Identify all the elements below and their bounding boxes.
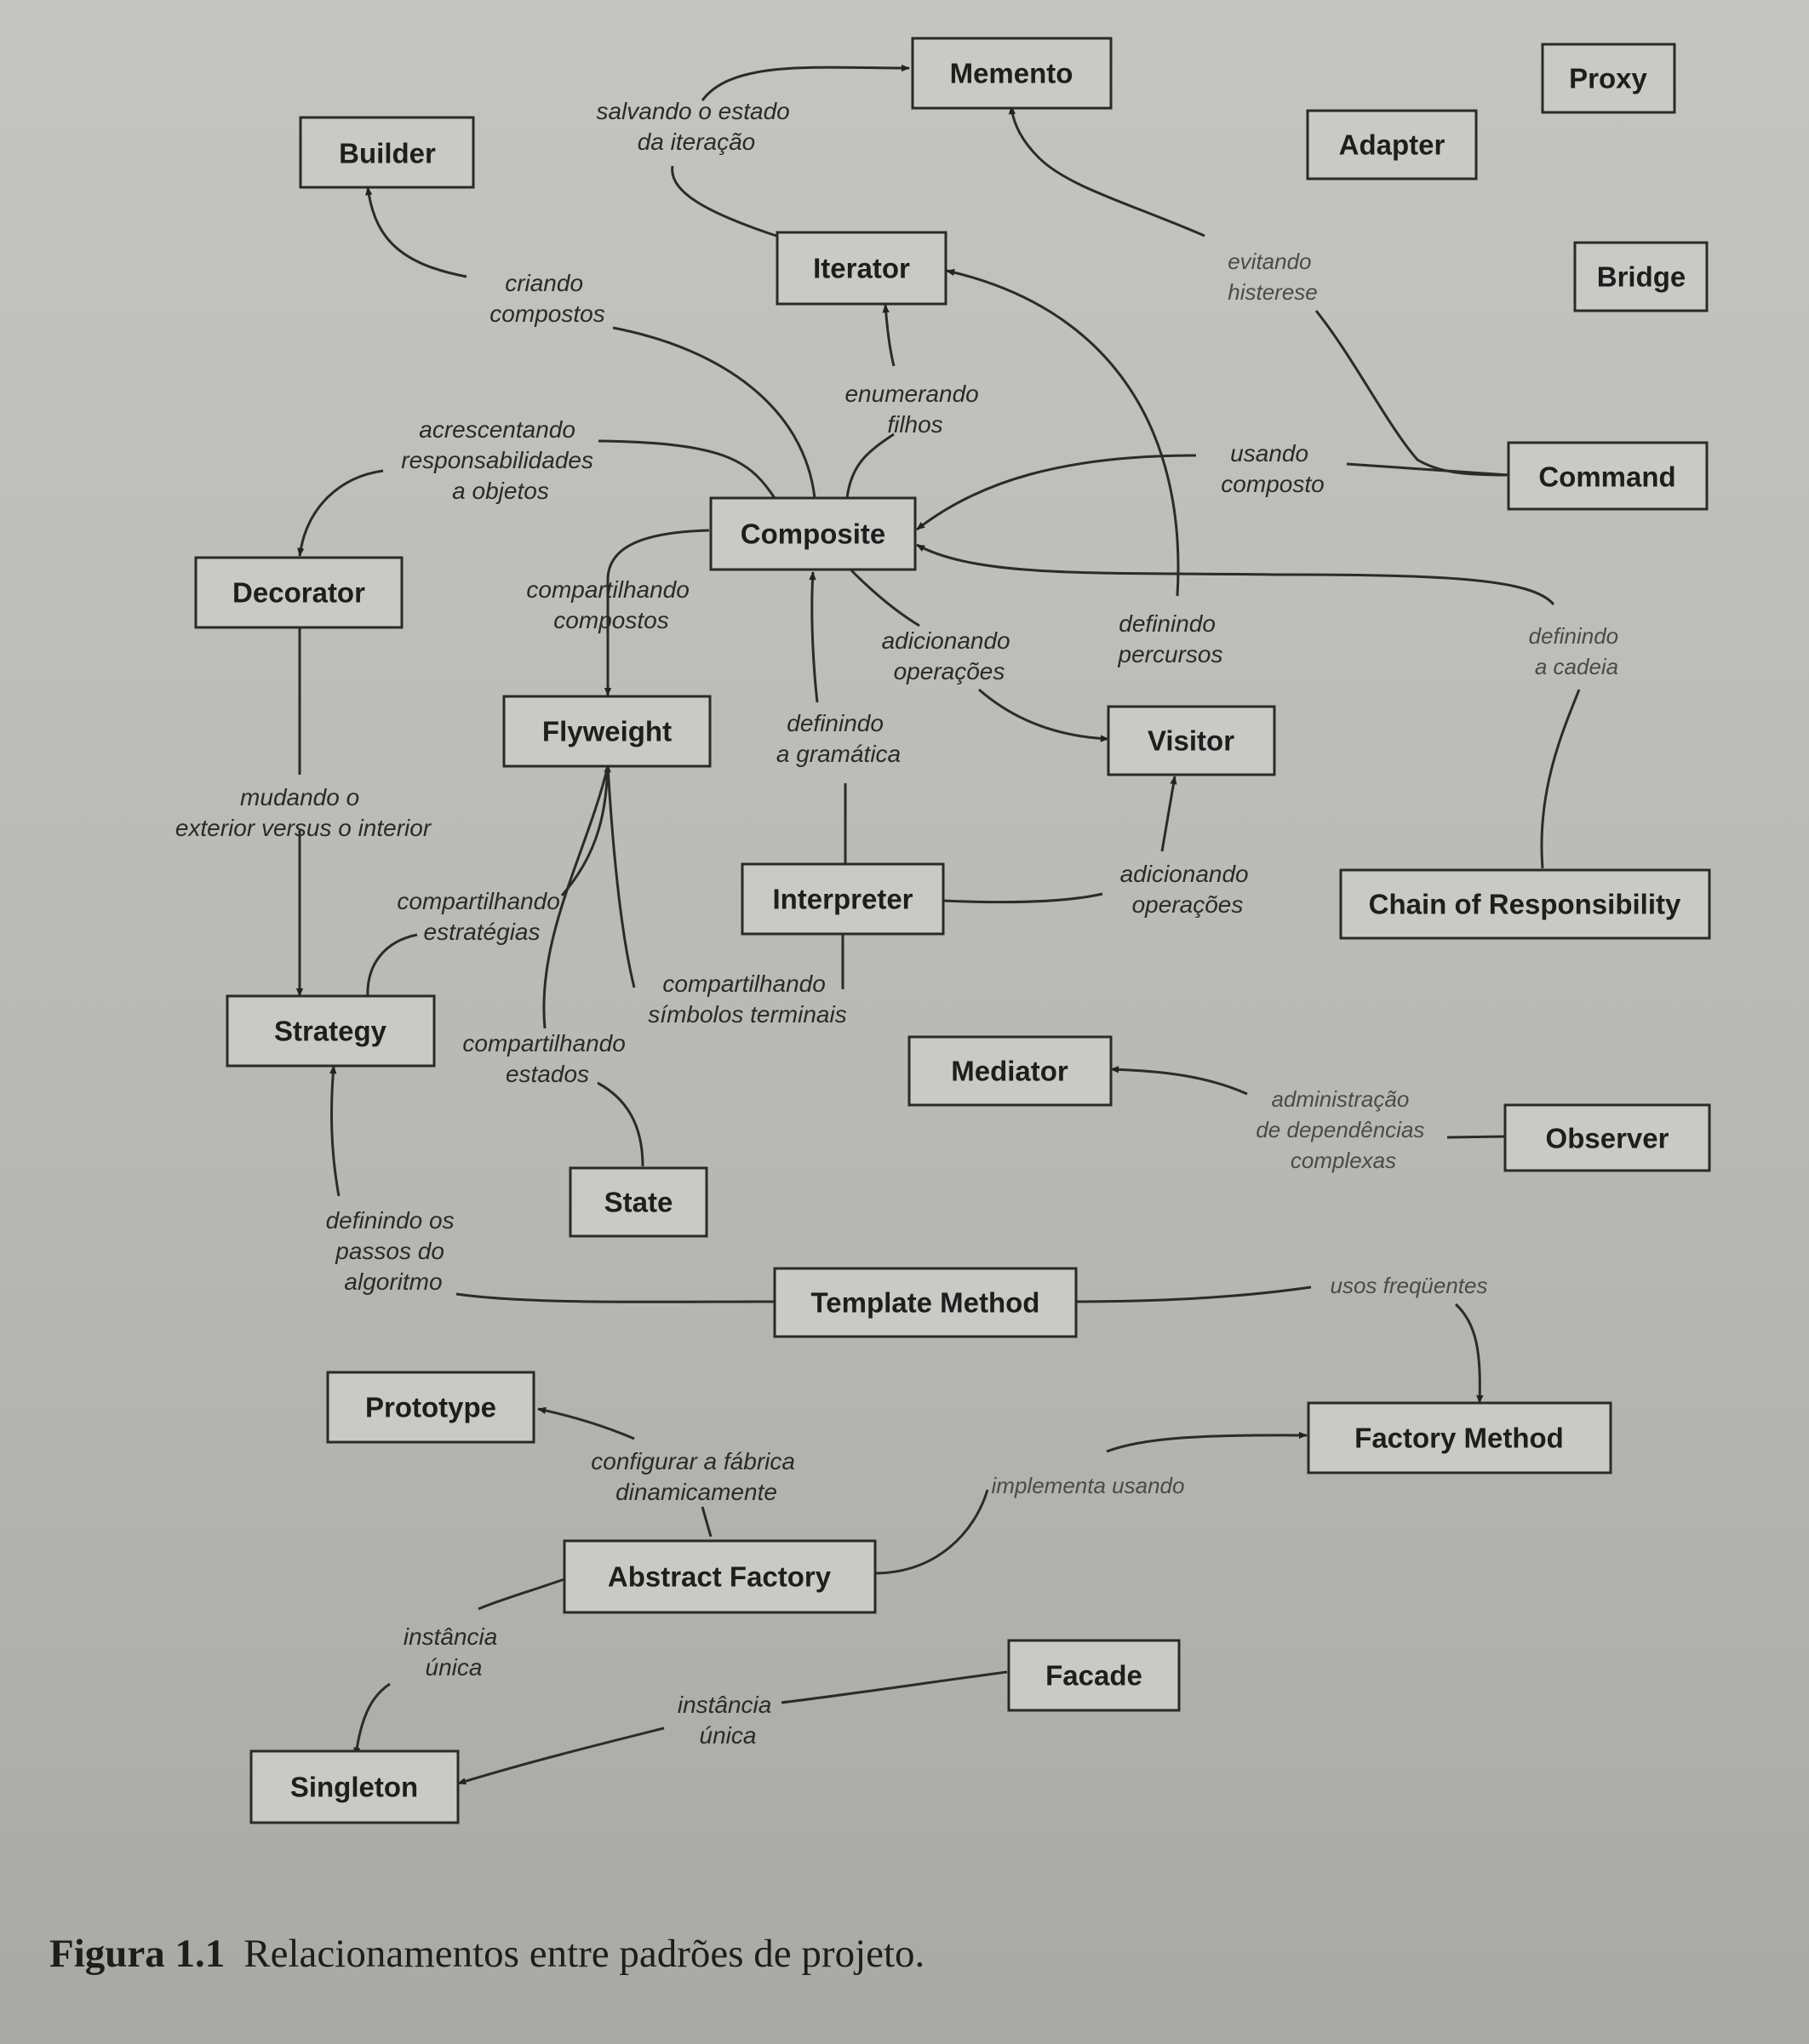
node-adapter — [1308, 111, 1476, 179]
node-memento — [913, 38, 1111, 108]
edge-strategy-to-flyweight — [368, 935, 417, 998]
node-bridge — [1575, 243, 1707, 311]
label-compartilhando-compostos: compartilhando compostos — [526, 576, 690, 633]
svg-text:Factory Method: Factory Method — [1354, 1422, 1564, 1454]
svg-text:Template Method: Template Method — [810, 1286, 1040, 1319]
label-usando-composto: usando composto — [1221, 440, 1325, 497]
svg-text:Builder: Builder — [339, 137, 436, 169]
edge-composite-to-iterator-b — [885, 305, 894, 366]
label-instancia-unica-2: instância única — [677, 1692, 772, 1749]
node-command — [1508, 443, 1707, 509]
svg-text:Mediator: Mediator — [951, 1055, 1068, 1087]
edge-facade-to-singleton-b — [458, 1728, 664, 1783]
node-builder — [301, 117, 473, 187]
svg-text:Chain of Responsibility: Chain of Responsibility — [1368, 888, 1681, 920]
label-configurar-fabrica: configurar a fábrica dinamicamente — [591, 1448, 795, 1505]
svg-text:Visitor: Visitor — [1147, 724, 1235, 757]
node-singleton — [251, 1751, 458, 1823]
label-acrescentando: acrescentando responsabilidades a objetos — [401, 416, 593, 504]
node-decorator — [196, 558, 402, 627]
edge-template-to-strategy-b — [332, 1066, 339, 1196]
label-adicionando-operacoes-2: adicionando operações — [1119, 861, 1249, 918]
svg-text:Observer: Observer — [1545, 1122, 1669, 1154]
label-mudando-exterior: mudando o exterior versus o interior — [175, 784, 432, 841]
svg-text:Flyweight: Flyweight — [541, 715, 673, 747]
edge-facade-to-singleton — [781, 1672, 1007, 1703]
edge-abstractfactory-to-singleton — [478, 1579, 564, 1609]
label-implementa-usando: implementa usando — [991, 1473, 1185, 1498]
node-state — [570, 1168, 707, 1236]
edge-composite-to-decorator — [598, 441, 775, 498]
edge-composite-to-iterator — [847, 434, 894, 498]
node-observer — [1505, 1105, 1709, 1171]
edge-iterator-to-memento-b — [702, 67, 909, 100]
label-compartilhando-simbolos: compartilhando símbolos terminais — [648, 970, 847, 1028]
figure-caption — [49, 1931, 925, 1977]
svg-text:Iterator: Iterator — [813, 252, 910, 284]
edge-template-to-strategy — [456, 1294, 775, 1302]
svg-text:Abstract Factory: Abstract Factory — [607, 1560, 832, 1593]
label-enumerando-filhos: enumerando filhos — [844, 381, 979, 438]
label-adicionando-operacoes-1: adicionando operações — [881, 627, 1010, 684]
svg-text:Decorator: Decorator — [232, 576, 365, 609]
label-definindo-passos: definindo os passos do algoritmo — [325, 1207, 455, 1295]
node-flyweight — [504, 696, 710, 766]
node-abstract-factory — [564, 1541, 875, 1612]
label-usos-frequentes: usos freqüentes — [1330, 1273, 1488, 1298]
figure-caption-text: Relacionamentos entre padrões de projeto. — [243, 1932, 925, 1976]
label-definindo-gramatica: definindo a gramática — [776, 710, 902, 767]
node-template-method — [775, 1268, 1076, 1337]
edge-command-to-memento-b — [1011, 106, 1205, 236]
label-definindo-percursos: definindo percursos — [1118, 610, 1223, 667]
svg-text:Proxy: Proxy — [1569, 62, 1647, 94]
node-factory-method — [1308, 1403, 1611, 1473]
node-facade — [1009, 1640, 1179, 1710]
node-strategy — [227, 996, 434, 1066]
edge-abstractfactory-to-factory — [874, 1490, 988, 1573]
label-definindo-cadeia: definindo a cadeia — [1528, 623, 1619, 679]
edge-command-to-composite-b — [917, 455, 1196, 530]
svg-text:Command: Command — [1538, 461, 1676, 493]
node-proxy — [1543, 44, 1674, 112]
svg-text:Prototype: Prototype — [364, 1391, 497, 1423]
edge-composite-to-builder-b — [368, 187, 467, 277]
edge-composite-to-visitor — [851, 570, 919, 626]
svg-text:Adapter: Adapter — [1338, 129, 1445, 161]
label-criando-compostos: criando compostos — [489, 270, 605, 327]
edge-state-to-flyweight — [598, 1083, 643, 1166]
edge-composite-to-visitor-b — [979, 690, 1108, 739]
svg-text:Singleton: Singleton — [289, 1771, 419, 1803]
svg-text:Strategy: Strategy — [273, 1015, 387, 1047]
label-compartilhando-estrategias: compartilhando estratégias — [397, 888, 560, 945]
node-interpreter — [742, 864, 943, 934]
edge-visitor-to-iterator — [947, 271, 1178, 596]
svg-text:Facade: Facade — [1045, 1659, 1142, 1692]
svg-text:Bridge: Bridge — [1596, 261, 1686, 293]
edge-interpreter-to-visitor — [943, 894, 1102, 902]
edge-iterator-to-memento — [673, 166, 779, 237]
svg-text:Memento: Memento — [949, 57, 1073, 89]
edge-abstractfactory-to-prototype — [702, 1507, 711, 1537]
label-salvando-estado: salvando o estado da iteração — [596, 98, 790, 155]
label-instancia-unica-1: instância única — [403, 1623, 498, 1680]
node-visitor — [1108, 707, 1274, 775]
edge-observer-to-mediator-b — [1111, 1069, 1247, 1094]
edge-strategy-to-flyweight-b — [562, 764, 608, 896]
label-evitando-histerese: evitando histerese — [1228, 249, 1318, 305]
node-prototype — [328, 1372, 534, 1442]
svg-text:Composite: Composite — [740, 518, 886, 550]
edge-interpreter-to-flyweight-b — [608, 766, 634, 988]
edge-composite-to-builder — [613, 328, 815, 498]
edge-abstractfactory-to-factory-b — [1107, 1435, 1307, 1451]
figure-number: Figura 1.1 — [49, 1932, 226, 1976]
edge-interpreter-to-composite-b — [812, 572, 817, 702]
edge-composite-to-decorator-b — [300, 471, 383, 556]
label-compartilhando-estados: compartilhando estados — [462, 1030, 626, 1087]
edge-command-to-memento — [1316, 311, 1507, 475]
edge-chain-to-composite-b — [917, 545, 1554, 604]
label-administracao: administração de dependências complexas — [1256, 1086, 1425, 1173]
node-mediator — [909, 1037, 1111, 1105]
edge-abstractfactory-to-singleton-b — [356, 1684, 390, 1755]
node-iterator — [777, 232, 946, 304]
svg-text:State: State — [604, 1186, 673, 1218]
edge-abstractfactory-to-prototype-b — [538, 1409, 634, 1439]
edge-template-to-factory — [1077, 1287, 1311, 1302]
edge-interpreter-to-visitor-b — [1162, 776, 1175, 851]
svg-text:Interpreter: Interpreter — [772, 883, 913, 915]
edge-chain-to-composite — [1542, 690, 1579, 868]
edge-template-to-factory-b — [1456, 1304, 1480, 1403]
node-composite — [711, 498, 915, 570]
node-chain-of-responsibility — [1341, 870, 1709, 938]
